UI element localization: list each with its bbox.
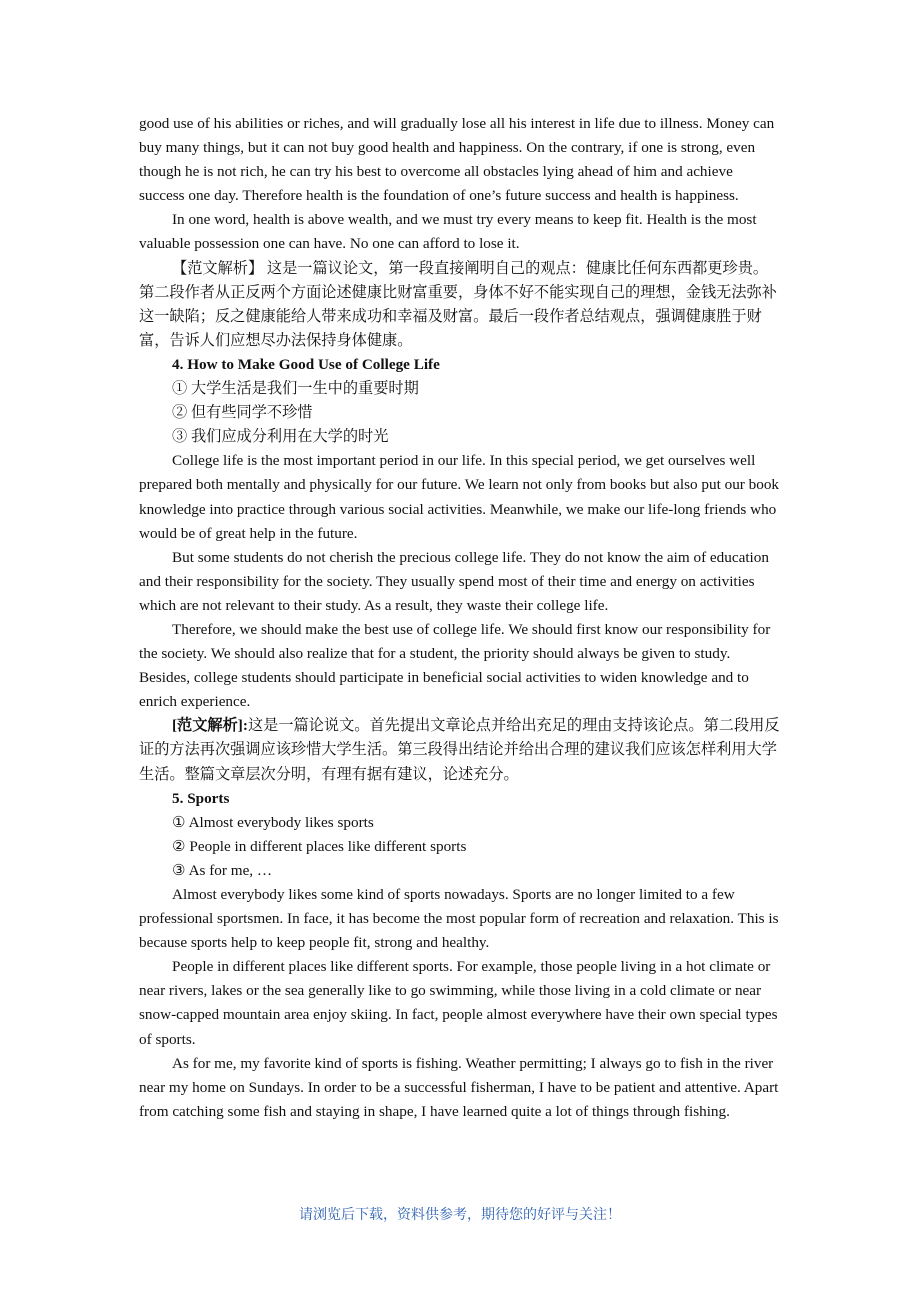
essay4-outline-item-1: ① 大学生活是我们一生中的重要时期 — [172, 380, 419, 398]
footer-note: 请浏览后下载，资料供参考，期待您的好评与关注！ — [299, 1208, 621, 1223]
essay3-paragraph-tail: good use of his abilities or riches, and will gradually lose all his interest in life due to illness. Money can buy many things, but it can not buy good health and happiness. On the contrary, if one is strong, even though he is not rich, he can try his best to overcome all obstacles lying ahead of him and achieve success one day. Therefore health is the foundation of one’s future success and health is happiness. — [139, 115, 775, 205]
essay4-outline-item-3: ③ 我们应成分利用在大学的时光 — [172, 428, 389, 446]
essay5-outline-item-3: ③ As for me, … — [172, 861, 273, 879]
essay5-title: 5. Sports — [172, 789, 230, 807]
essay4-analysis — [139, 714, 781, 786]
essay5-outline-item-1: ① Almost everybody likes sports — [172, 813, 374, 831]
essay4-analysis-label: [范文解析]: — [172, 717, 248, 735]
essay5-paragraph-3: As for me, my favorite kind of sports is fishing. Weather permitting; I always go to fish in the river near my home on Sundays. In order to be a successful fisherman, I have to be patient and attentive. Apart from catching some fish and staying in shape, I have learned quite a lot of things through fishing. — [139, 1054, 779, 1120]
essay3-analysis-text: 这是一篇议论文，第一段直接阐明自己的观点：健康比任何东西都更珍贵。第二段作者从正反两个方面论述健康比财富重要，身体不好不能实现自己的理想，金钱无法弥补这一缺陷；反之健康能给人带来成功和幸福及财富。最后一段作者总结观点，强调健康胜于财富，告诉人们应想尽办法保持身体健康。 — [139, 259, 777, 349]
essay5-paragraph-1: Almost everybody likes some kind of sports nowadays. Sports are no longer limited to a few professional sportsmen. In face, it has become the most popular form of recreation and relaxation. This is because sports help to keep people fit, strong and healthy. — [139, 886, 779, 952]
essay4-paragraph-3: Therefore, we should make the best use of college life. We should first know our responsibility for the society. We should also realize that for a student, the priority should always be given to study. Besides, college students should participate in beneficial social activities to widen knowledge and to enrich experience. — [139, 620, 771, 711]
essay4-paragraph-1: College life is the most important period in our life. In this special period, we get ourselves well prepared both mentally and physically for our future. We learn not only from books but also put our book knowledge into practice through various social activities. Meanwhile, we make our life-long friends who would be of great help in the future. — [139, 452, 780, 542]
essay4-analysis-text: 这是一篇论说文。首先提出文章论点并给出充足的理由支持该论点。第二段用反证的方法再次强调应该珍惜大学生活。第三段得出结论并给出合理的建议我们应该怎样利用大学生活。整篇文章层次分明，有理有据有建议，论述充分。 — [139, 717, 780, 783]
essay3-analysis — [139, 257, 781, 353]
essay4-title: 4. How to Make Good Use of College Life — [172, 355, 440, 373]
essay5-paragraph-2: People in different places like different sports. For example, those people living in a hot climate or near rivers, lakes or the sea generally like to go swimming, while those living in a cold climate or near snow-capped mountain area enjoy skiing. In fact, people almost everywhere have their own special types of sports. — [139, 958, 778, 1048]
essay3-analysis-label: 【范文解析】 — [172, 259, 264, 277]
essay4-paragraph-2: But some students do not cherish the precious college life. They do not know the aim of education and their responsibility for the society. They usually spend most of their time and energy on activities which are not relevant to their study. As a result, they waste their college life. — [139, 548, 769, 614]
essay3-conclusion-paragraph: In one word, health is above wealth, and we must try every means to keep fit. Health is the most valuable possession one can have. No one can afford to lose it. — [139, 211, 757, 253]
essay5-outline-item-2: ② People in different places like different sports — [172, 837, 467, 855]
document-page — [139, 112, 781, 1124]
essay4-outline-item-2: ② 但有些同学不珍惜 — [172, 404, 313, 422]
